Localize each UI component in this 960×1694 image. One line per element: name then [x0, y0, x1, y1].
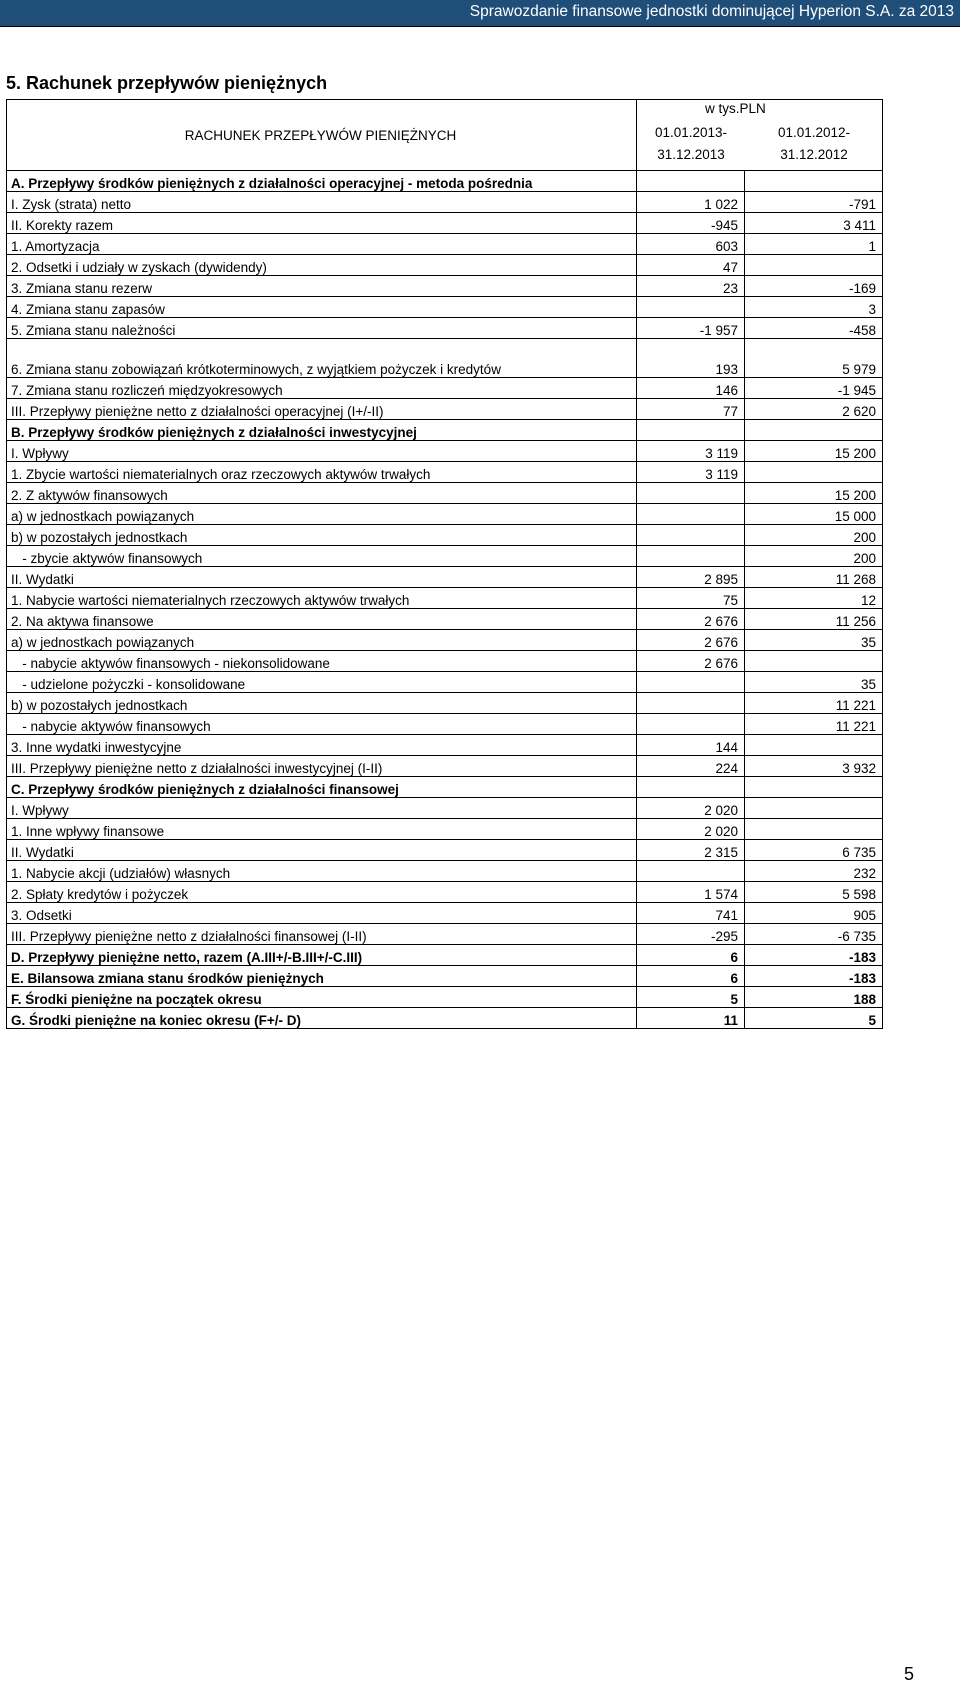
- table-row: [7, 756, 883, 777]
- table-row: [7, 1008, 883, 1029]
- row-value-previous: 15 000: [745, 504, 883, 525]
- period-header-cell: [637, 100, 883, 171]
- row-value-previous: 3 411: [745, 213, 883, 234]
- row-label: I. Zysk (strata) netto: [7, 192, 637, 213]
- table-row: [7, 213, 883, 234]
- row-value-current: 11: [637, 1008, 745, 1029]
- row-value-previous: -1 945: [745, 378, 883, 399]
- table-row: [7, 693, 883, 714]
- row-value-previous: 200: [745, 525, 883, 546]
- table-row: [7, 945, 883, 966]
- row-value-previous: 3: [745, 297, 883, 318]
- row-value-current: 6: [637, 945, 745, 966]
- row-label: II. Wydatki: [7, 567, 637, 588]
- row-value-current: 5: [637, 987, 745, 1008]
- row-value-current: [637, 525, 745, 546]
- row-label: 2. Spłaty kredytów i pożyczek: [7, 882, 637, 903]
- page-number: 5: [904, 1664, 915, 1684]
- table-header-row: [7, 100, 883, 171]
- row-label: F. Środki pieniężne na początek okresu: [7, 987, 637, 1008]
- row-label: 3. Zmiana stanu rezerw: [7, 276, 637, 297]
- row-label: I. Wpływy: [7, 798, 637, 819]
- row-label: II. Wydatki: [7, 840, 637, 861]
- row-value-current: [637, 546, 745, 567]
- row-label: b) w pozostałych jednostkach: [7, 693, 637, 714]
- row-label: 7. Zmiana stanu rozliczeń międzyokresowych: [7, 378, 637, 399]
- row-label: A. Przepływy środków pieniężnych z działalności operacyjnej - metoda pośrednia: [7, 171, 637, 192]
- table-row: [7, 987, 883, 1008]
- period-current-line2: 31.12.2013: [657, 147, 725, 162]
- row-label: 5. Zmiana stanu należności: [7, 318, 637, 339]
- table-row: [7, 339, 883, 378]
- row-value-current: [637, 777, 745, 798]
- row-value-current: -295: [637, 924, 745, 945]
- row-value-previous: 35: [745, 630, 883, 651]
- row-value-current: [637, 171, 745, 192]
- row-value-current: 146: [637, 378, 745, 399]
- row-label: 2. Z aktywów finansowych: [7, 483, 637, 504]
- row-value-previous: [745, 798, 883, 819]
- table-row: [7, 318, 883, 339]
- row-value-current: 193: [637, 339, 745, 378]
- period-previous-line1: 01.01.2012-: [777, 125, 851, 140]
- row-label: 1. Amortyzacja: [7, 234, 637, 255]
- row-value-previous: [745, 171, 883, 192]
- row-value-current: [637, 714, 745, 735]
- row-value-previous: 12: [745, 588, 883, 609]
- row-value-current: 2 020: [637, 819, 745, 840]
- row-label: - nabycie aktywów finansowych - niekonsolidowane: [7, 651, 637, 672]
- row-value-previous: 5 598: [745, 882, 883, 903]
- table-row: [7, 441, 883, 462]
- row-value-current: 224: [637, 756, 745, 777]
- row-value-previous: 11 221: [745, 714, 883, 735]
- table-row: [7, 630, 883, 651]
- row-value-current: 75: [637, 588, 745, 609]
- row-value-previous: [745, 735, 883, 756]
- table-row: [7, 735, 883, 756]
- table-row: [7, 819, 883, 840]
- row-label: 6. Zmiana stanu zobowiązań krótkoterminowych, z wyjątkiem pożyczek i kredytów: [7, 339, 637, 378]
- row-value-previous: 2 620: [745, 399, 883, 420]
- row-label: G. Środki pieniężne na koniec okresu (F+/- D): [7, 1008, 637, 1029]
- row-value-current: [637, 672, 745, 693]
- row-value-current: 23: [637, 276, 745, 297]
- row-label: - zbycie aktywów finansowych: [7, 546, 637, 567]
- row-value-previous: -791: [745, 192, 883, 213]
- row-label: 1. Inne wpływy finansowe: [7, 819, 637, 840]
- row-value-previous: [745, 462, 883, 483]
- row-label: II. Korekty razem: [7, 213, 637, 234]
- table-row: [7, 525, 883, 546]
- table-row: [7, 483, 883, 504]
- table-row: [7, 234, 883, 255]
- row-label: a) w jednostkach powiązanych: [7, 504, 637, 525]
- currency-note: w tys.PLN: [705, 101, 766, 116]
- row-value-current: [637, 420, 745, 441]
- row-label: III. Przepływy pieniężne netto z działalności inwestycyjnej (I-II): [7, 756, 637, 777]
- row-label: 2. Odsetki i udziały w zyskach (dywidendy): [7, 255, 637, 276]
- row-value-previous: -458: [745, 318, 883, 339]
- row-value-current: 2 676: [637, 630, 745, 651]
- table-row: [7, 462, 883, 483]
- row-value-current: 2 020: [637, 798, 745, 819]
- row-label: 1. Zbycie wartości niematerialnych oraz rzeczowych aktywów trwałych: [7, 462, 637, 483]
- row-value-current: 2 315: [637, 840, 745, 861]
- table-row: [7, 651, 883, 672]
- table-row: [7, 399, 883, 420]
- row-value-current: 1 022: [637, 192, 745, 213]
- row-value-current: 741: [637, 903, 745, 924]
- row-value-previous: 11 221: [745, 693, 883, 714]
- row-value-current: 603: [637, 234, 745, 255]
- row-value-previous: 232: [745, 861, 883, 882]
- table-row: [7, 798, 883, 819]
- row-value-previous: 1: [745, 234, 883, 255]
- table-row: [7, 588, 883, 609]
- table-row: [7, 924, 883, 945]
- row-value-previous: 3 932: [745, 756, 883, 777]
- row-value-current: [637, 693, 745, 714]
- row-value-previous: -169: [745, 276, 883, 297]
- running-header-text: Sprawozdanie finansowe jednostki dominującej Hyperion S.A. za 2013: [469, 3, 954, 20]
- table-row: [7, 504, 883, 525]
- row-value-current: 6: [637, 966, 745, 987]
- table-row: [7, 567, 883, 588]
- row-value-current: [637, 483, 745, 504]
- running-header-bar: [0, 0, 960, 27]
- row-label: 3. Inne wydatki inwestycyjne: [7, 735, 637, 756]
- period-current-header: [637, 122, 745, 166]
- row-label: III. Przepływy pieniężne netto z działalności operacyjnej (I+/-II): [7, 399, 637, 420]
- table-row: [7, 420, 883, 441]
- row-value-current: 2 676: [637, 651, 745, 672]
- row-label: - nabycie aktywów finansowych: [7, 714, 637, 735]
- table-row: [7, 171, 883, 192]
- row-label: b) w pozostałych jednostkach: [7, 525, 637, 546]
- row-value-current: 47: [637, 255, 745, 276]
- row-value-previous: 35: [745, 672, 883, 693]
- row-value-current: 1 574: [637, 882, 745, 903]
- row-value-previous: 15 200: [745, 483, 883, 504]
- row-value-current: 3 119: [637, 462, 745, 483]
- row-label: B. Przepływy środków pieniężnych z działalności inwestycyjnej: [7, 420, 637, 441]
- row-value-current: [637, 504, 745, 525]
- row-value-current: 2 676: [637, 609, 745, 630]
- row-label: 4. Zmiana stanu zapasów: [7, 297, 637, 318]
- row-value-previous: 6 735: [745, 840, 883, 861]
- table-row: [7, 966, 883, 987]
- table-row: [7, 276, 883, 297]
- section-title: 5. Rachunek przepływów pieniężnych: [6, 73, 328, 93]
- row-label: 2. Na aktywa finansowe: [7, 609, 637, 630]
- row-value-current: 2 895: [637, 567, 745, 588]
- row-label: - udzielone pożyczki - konsolidowane: [7, 672, 637, 693]
- row-value-previous: 5 979: [745, 339, 883, 378]
- row-value-previous: -6 735: [745, 924, 883, 945]
- row-value-previous: [745, 651, 883, 672]
- table-row: [7, 378, 883, 399]
- row-label: 1. Nabycie wartości niematerialnych rzeczowych aktywów trwałych: [7, 588, 637, 609]
- row-value-previous: 200: [745, 546, 883, 567]
- row-value-previous: -183: [745, 966, 883, 987]
- table-row: [7, 903, 883, 924]
- row-value-previous: 11 268: [745, 567, 883, 588]
- table-row: [7, 297, 883, 318]
- table-row: [7, 840, 883, 861]
- row-label: E. Bilansowa zmiana stanu środków pieniężnych: [7, 966, 637, 987]
- table-row: [7, 672, 883, 693]
- row-label: 3. Odsetki: [7, 903, 637, 924]
- table-title: RACHUNEK PRZEPŁYWÓW PIENIĘŻNYCH: [7, 100, 637, 171]
- row-value-previous: [745, 420, 883, 441]
- row-value-previous: [745, 777, 883, 798]
- row-value-previous: 905: [745, 903, 883, 924]
- table-row: [7, 777, 883, 798]
- table-row: [7, 546, 883, 567]
- row-label: III. Przepływy pieniężne netto z działalności finansowej (I-II): [7, 924, 637, 945]
- cash-flow-table-body: [7, 100, 883, 1029]
- table-row: [7, 861, 883, 882]
- cash-flow-table: [6, 99, 883, 1029]
- table-row: [7, 255, 883, 276]
- row-label: I. Wpływy: [7, 441, 637, 462]
- row-value-previous: 5: [745, 1008, 883, 1029]
- table-row: [7, 882, 883, 903]
- row-value-current: 77: [637, 399, 745, 420]
- row-value-current: 144: [637, 735, 745, 756]
- table-row: [7, 192, 883, 213]
- row-value-previous: -183: [745, 945, 883, 966]
- row-value-current: 3 119: [637, 441, 745, 462]
- table-row: [7, 609, 883, 630]
- row-value-previous: [745, 819, 883, 840]
- table-row: [7, 714, 883, 735]
- row-value-previous: 11 256: [745, 609, 883, 630]
- row-value-previous: 188: [745, 987, 883, 1008]
- row-value-previous: [745, 255, 883, 276]
- row-value-previous: 15 200: [745, 441, 883, 462]
- period-previous-header: [745, 122, 883, 166]
- row-value-current: [637, 861, 745, 882]
- row-value-current: -945: [637, 213, 745, 234]
- row-value-current: [637, 297, 745, 318]
- period-previous-line2: 31.12.2012: [780, 147, 848, 162]
- row-label: C. Przepływy środków pieniężnych z działalności finansowej: [7, 777, 637, 798]
- row-label: D. Przepływy pieniężne netto, razem (A.III+/-B.III+/-C.III): [7, 945, 637, 966]
- row-label: 1. Nabycie akcji (udziałów) własnych: [7, 861, 637, 882]
- period-current-line1: 01.01.2013-: [654, 125, 728, 140]
- row-label: a) w jednostkach powiązanych: [7, 630, 637, 651]
- row-value-current: -1 957: [637, 318, 745, 339]
